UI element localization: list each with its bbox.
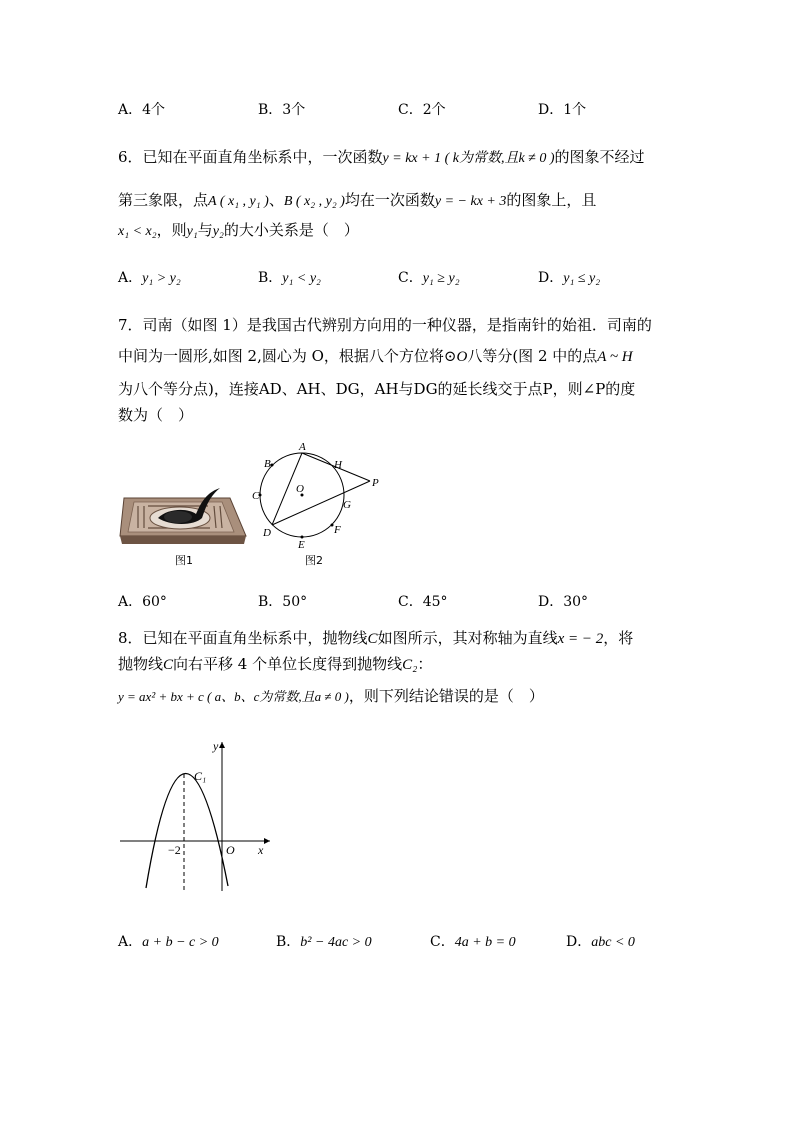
option-math: b² − 4ac > 0: [300, 935, 372, 950]
q8-option-c: [430, 932, 516, 953]
option-label: B．: [276, 934, 301, 950]
q6-option-c: [398, 268, 460, 289]
q6-text: 均在一次函数: [344, 191, 435, 209]
q8-text: ，则下列结论错误的是（ ）: [348, 687, 544, 705]
parabola-c1: [146, 773, 228, 888]
q6-y2: y₂: [212, 224, 224, 239]
q8-text: 如图所示，其对称轴为直线: [377, 629, 558, 647]
option-math: 4a + b = 0: [454, 935, 516, 950]
q8-parabola-c: C: [163, 657, 174, 673]
label-a: A: [299, 441, 306, 453]
label-g: G: [343, 499, 351, 511]
option-label: D．: [566, 934, 592, 950]
q7-circle-o: ⊙O: [443, 349, 468, 365]
q6-line-2: [118, 190, 596, 212]
q6-point-a: A ( x₁ , y₁ ): [208, 194, 269, 209]
q8-parabola-c: C: [367, 631, 378, 647]
q8-parabola-equation: y = ax² + bx + c ( a、b、c为常数,且a ≠ 0 ): [118, 689, 349, 704]
q7-line-2: [118, 346, 633, 367]
q6-text: 与: [197, 221, 213, 239]
option-math: y₁ > y₂: [142, 271, 181, 286]
circle-diagram: [248, 440, 388, 555]
label-b: B: [264, 458, 271, 470]
option-label: D．: [538, 270, 564, 286]
y-axis-label: y: [213, 739, 219, 753]
x-axis-label: x: [258, 843, 264, 857]
q7-text: 八等分(图 2 中的点: [467, 347, 598, 365]
option-label: A．: [118, 270, 143, 286]
q8-text: 向右平移 4 个单位长度得到抛物线: [173, 655, 403, 673]
option-math: a + b − c > 0: [142, 935, 219, 950]
q5-option-d: D．1个: [538, 102, 587, 118]
label-h: H: [334, 459, 342, 471]
fig1-caption: 图1: [175, 554, 193, 567]
q6-line-1: [118, 147, 645, 169]
q8-option-b: [276, 932, 372, 953]
q8-line-1: [118, 628, 633, 649]
tick-neg2: −2: [168, 843, 181, 857]
q6-y1: y₁: [186, 224, 198, 239]
q5-option-b: B．3个: [258, 102, 306, 118]
q6-point-b: B ( x₂ , y₂ ): [283, 194, 345, 209]
q8-text: ，将: [603, 629, 634, 647]
q8-text: 抛物线: [118, 655, 164, 673]
option-label: A．: [118, 934, 143, 950]
sinan-figure: [118, 478, 248, 548]
label-d: D: [263, 527, 271, 539]
option-math: y₁ < y₂: [282, 271, 321, 286]
q8-text: 8．已知在平面直角坐标系中，抛物线: [118, 629, 368, 647]
q6-option-d: [538, 268, 600, 289]
label-e: E: [298, 539, 305, 551]
q6-line-3: [118, 220, 359, 242]
q6-text: 、: [268, 191, 284, 209]
fig2-caption: 图2: [305, 554, 323, 567]
c1-label: C₁: [194, 769, 207, 783]
label-o: O: [296, 483, 304, 495]
option-label: C．: [430, 934, 455, 950]
q8-option-d: [566, 932, 635, 953]
q7-line-4: 数为（ ）: [118, 406, 194, 424]
q8-option-a: [118, 932, 219, 953]
label-f: F: [334, 524, 341, 536]
q7-line-3: 为八个等分点)，连接AD、AH、DG，AH与DG的延长线交于点P，则∠P的度: [118, 380, 636, 398]
q7-option-c: C．45°: [398, 594, 448, 610]
q6-option-a: [118, 268, 181, 289]
q8-text: ：: [417, 655, 433, 673]
parabola-graph: [118, 736, 278, 896]
q7-option-d: D．30°: [538, 594, 589, 610]
label-c: C: [252, 490, 260, 502]
q6-option-b: [258, 268, 321, 289]
q6-text: 第三象限，点: [118, 191, 209, 209]
q5-option-a: A．4个: [118, 102, 166, 118]
q6-text: 的图象不经过: [554, 148, 645, 166]
q8-line-2: [118, 654, 432, 675]
q6-text: ，则: [156, 221, 187, 239]
q8-parabola-c2: C₂: [402, 657, 418, 673]
q8-line-3: [118, 686, 544, 707]
option-math: y₁ ≥ y₂: [422, 271, 460, 286]
origin-label: O: [226, 843, 235, 857]
option-label: B．: [258, 270, 283, 286]
q6-function-math: y = kx + 1 ( k为常数,且k ≠ 0 ): [382, 151, 555, 166]
label-p: P: [372, 477, 379, 489]
option-math: y₁ ≤ y₂: [563, 271, 601, 286]
q7-points-range: A ~ H: [597, 349, 633, 365]
q5-option-c: C．2个: [398, 102, 446, 118]
q6-function2-math: y = − kx + 3: [434, 194, 507, 209]
q6-inequality: x₁ < x₂: [118, 224, 157, 239]
q6-text: 的大小关系是（ ）: [223, 221, 359, 239]
q7-line-1: 7．司南（如图 1）是我国古代辨别方向用的一种仪器，是指南针的始祖．司南的: [118, 316, 652, 334]
q7-option-b: B．50°: [258, 594, 308, 610]
q6-text: 的图象上，且: [506, 191, 597, 209]
option-math: abc < 0: [591, 935, 635, 950]
option-label: C．: [398, 270, 423, 286]
q7-text: 中间为一圆形,如图 2,圆心为 O，根据八个方位将: [118, 347, 444, 365]
q8-axis-equation: x = − 2: [557, 631, 604, 647]
q7-option-a: A．60°: [118, 594, 167, 610]
q6-text: 6．已知在平面直角坐标系中，一次函数: [118, 148, 383, 166]
